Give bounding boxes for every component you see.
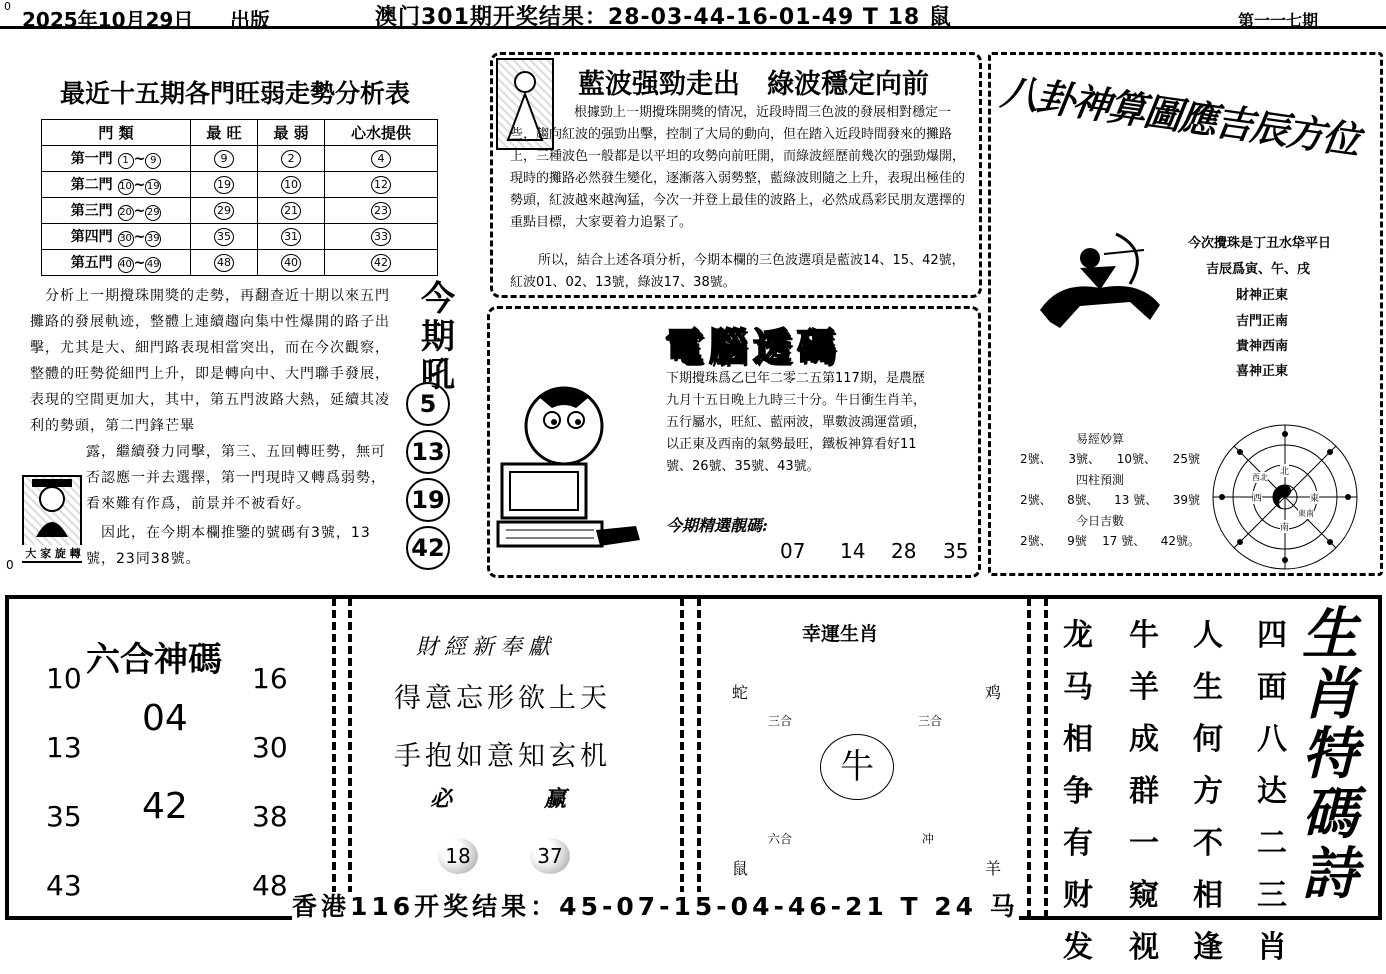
col-max: 最 旺 [191,120,258,146]
bagua-line: 吉門正南 [1236,314,1289,329]
shout-title: 今期吼 [421,279,455,395]
table-row: 第五門 40 ~ 49 48 40 42 [42,250,438,276]
divider [348,598,352,918]
left-marker: 0 [6,558,14,572]
poem-column: 牛羊成群一窥视 [1129,618,1159,965]
col-tip: 心水提供 [325,120,438,146]
poem-column: 龙马相争有财发 [1063,618,1093,965]
edition-label: 出版 [230,8,270,32]
archer-rider-icon [1020,210,1180,335]
liuhe-number: 30 [252,731,288,764]
lucky-br: 羊 [985,859,1002,878]
divider [1044,598,1048,918]
pick-number: 07 [780,539,806,563]
divider [697,598,701,918]
bagua-line: 貴神西南 [1236,339,1289,354]
bagua-line: 財神正東 [1236,288,1289,303]
computer-text: 下期攪珠爲乙巳年二零二五第117期，是農歷九月十五日晚上九時三十分。牛日衝生肖羊，五行屬水，旺紅、藍兩波，單數波鴻運當頭，以正東及西南的氣勢最旺，鐵板神算看好11號、26號、35號、43號。 [666,371,927,474]
liuhe-number: 35 [46,800,82,833]
liuhe-number: 13 [46,731,82,764]
bagua-line: 今次攪珠是丁丑水牮平日 [1188,236,1332,251]
liuhe-number: 43 [46,869,82,902]
pick-label: 今期精選靚碼: [666,516,768,535]
trend-analysis-3: 因此，在今期本欄推鑒的號碼有3號，13號，23同38號。 [86,525,371,567]
issue-date: 2025年10月29日 [22,8,194,32]
wave-para-1: 根據勁上一期攪珠開獎的情况，近段時間三色波的發展相對穩定一些，趨向紅波的强勁出擊，控制了大局的動向，但在踏入近段時間發來的攤路上，三種波色一般都是以平坦的攻勢向前旺開，而綠波經歷前幾次的强勁爆開，現時的攤路必然發生變化，逐漸落入弱勢整，藍綠波則隨之上升，表現出極佳的勢頭，紅波越來越洶猛，今次一并登上最佳的波路上，必然成爲彩民朋友選擇的重點目標，大家要着力追緊了。 [510,105,966,230]
cartoon-computer-icon [496,380,646,552]
lucky-chong: 冲 [922,832,935,846]
poem-column: 四面八达二三肖 [1257,618,1287,965]
liuhe-title: 六合神碼 [86,640,222,680]
jishu-title: 今日吉數 [1076,514,1125,528]
compass-southeast: 東南 [1298,509,1314,518]
bagua-line: 喜神正東 [1236,364,1289,379]
trend-title: 最近十五期各門旺弱走勢分析表 [60,79,411,108]
trend-table [41,119,438,276]
finance-line-2: 手抱如意知玄机 [394,741,611,772]
liuhe-number: 38 [252,800,288,833]
page-marker: 0 [4,0,11,13]
lucky-sanhe-l: 三合 [768,714,793,728]
divider [1027,598,1031,918]
compass-northwest: 西北 [1252,473,1268,482]
compass-north: 北 [1280,464,1289,477]
trend-analysis-1: 分析上一期攪珠開獎的走勢，再翻查近十期以來五門攤路的發展軌迹，整體上連續趨向集中性爆開的路子出擊，尤其是大、細門路表現相當突出，而在今次觀察，整體的旺勢從細門上升，即是轉向中、大門聯手發展，表現的空間更加大，其中，第五門波路大熱，延續其凌利的勢頭，第二門鋒芒畢 [30,288,390,434]
finance-title: 財經新奉獻 [416,635,557,660]
shout-ball: 5 [406,382,450,426]
divider [680,598,684,918]
issue-number: 第一一七期 [1238,11,1319,30]
lucky-liuhe: 六合 [768,832,793,846]
lucky-title: 幸運生肖 [802,623,879,645]
wave-title: 藍波强勁走出 綠波穩定向前 [578,69,929,100]
liuhe-center-number: 04 [142,698,188,739]
poem-title: 生肖特碼詩 [1302,601,1358,907]
yijing-nums: 2號、 3號、 10號、 25號 [1020,452,1200,466]
finance-bi: 必 [430,787,453,812]
master-label: 大 家 旋 轉 [20,545,86,561]
bagua-compass-icon [1210,422,1360,572]
yijing-title: 易經妙算 [1076,432,1125,446]
macau-result: 澳门301期开奖结果：28-03-44-16-01-49 T 18 鼠 [375,5,952,30]
liuhe-number: 10 [46,662,82,695]
compass-west: 西 [1253,491,1262,504]
col-door: 門 類 [42,120,191,146]
finance-line-1: 得意忘形欲上天 [394,683,611,714]
table-row: 第二門 10 ~ 19 19 10 12 [42,172,438,198]
shout-ball: 19 [406,478,450,522]
compass-east: 東 [1310,491,1319,504]
poem-column: 人生何方不相逢 [1193,618,1223,965]
finance-ying: 赢 [544,787,567,812]
finance-ball: 37 [530,838,570,874]
sizhu-title: 四柱預測 [1076,473,1125,487]
jishu-nums: 2號、 9號 17 號、 42號。 [1020,534,1200,548]
hk-result: 香港116开奖结果：45-07-15-04-46-21 T 24 马 [292,892,1019,921]
lucky-sanhe-r: 三合 [918,714,943,728]
liuhe-number: 48 [252,869,288,902]
lucky-tr: 鸡 [985,683,1002,702]
sizhu-nums: 2號、 8號、 13 號、 39號 [1020,493,1200,507]
table-row: 第四門 30 ~ 39 35 31 33 [42,224,438,250]
col-min: 最 弱 [258,120,325,146]
divider [332,598,336,918]
computer-title: 電腦透碼 [665,325,842,369]
compass-south: 南 [1280,520,1289,533]
pick-number: 35 [943,539,969,563]
table-row: 第三門 20 ~ 29 29 21 23 [42,198,438,224]
liuhe-number: 16 [252,662,288,695]
shout-ball: 13 [406,430,450,474]
lucky-center: 牛 [820,734,894,800]
table-row: 第一門 1 ~ 9 9 2 4 [42,146,438,172]
pick-number: 14 [840,539,866,563]
lucky-bl: 鼠 [732,859,749,878]
finance-ball: 18 [438,838,478,874]
wave-para-2: 所以，結合上述各項分析，今期本欄的三色波選項是藍波14、15、42號，紅波01、02、13號，綠波17、38號。 [510,253,965,290]
trend-analysis-2: 露，繼續發力同擊，第三、五回轉旺勢，無可否認應一并去選擇，第一門現時又轉爲弱勢，看來難有作爲，前景并不被看好。 [86,444,386,512]
bagua-title: 八卦神算圖應吉辰方位 [998,68,1362,163]
shout-ball: 42 [406,526,450,570]
bagua-line: 吉辰爲寅、午、戌 [1206,262,1311,277]
pick-number: 28 [891,539,917,563]
liuhe-center-number: 42 [142,786,188,827]
lucky-tl: 蛇 [732,683,749,702]
